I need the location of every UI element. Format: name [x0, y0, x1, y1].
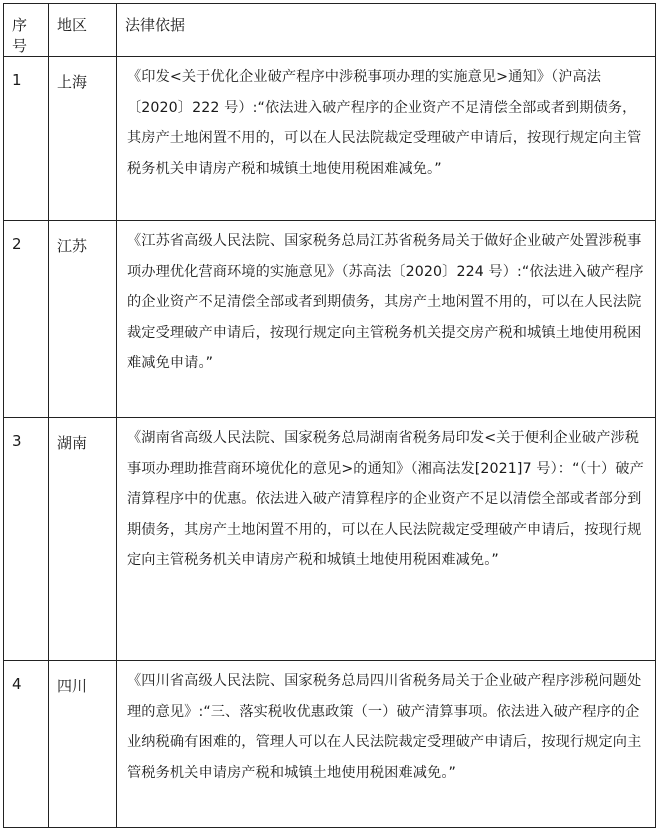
- legal-basis-table: [3, 3, 656, 828]
- row-region: 上海: [49, 57, 117, 221]
- row-region: 湖南: [49, 418, 117, 661]
- table-row: [4, 661, 656, 828]
- row-legal-basis: 《印发<关于优化企业破产程序中涉税事项办理的实施意见>通知》（沪高法〔2020〕222 号）:“依法进入破产程序的企业资产不足清偿全部或者到期债务，其房产土地闲置不用的，可以在人民法院裁定受理破产申请后，按现行规定向主管税务机关申请房产税和城镇土地使用税困难减免。”: [117, 57, 656, 221]
- header-serial-number: 序号: [4, 4, 49, 57]
- row-serial-number: 1: [4, 57, 49, 221]
- row-region: 四川: [49, 661, 117, 828]
- header-region: 地区: [49, 4, 117, 57]
- row-legal-basis: 《江苏省高级人民法院、国家税务总局江苏省税务局关于做好企业破产处置涉税事项办理优化营商环境的实施意见》（苏高法〔2020〕224 号）:“依法进入破产程序的企业资产不足清偿全部或者到期债务，其房产土地闲置不用的，可以在人民法院裁定受理破产申请后，按现行规定向主管税务机关提交房产税和城镇土地使用税困难减免申请。”: [117, 221, 656, 418]
- table-row: [4, 221, 656, 418]
- table-row: [4, 418, 656, 661]
- row-legal-basis: 《四川省高级人民法院、国家税务总局四川省税务局关于企业破产程序涉税问题处理的意见》:“三、落实税收优惠政策（一）破产清算事项。依法进入破产程序的企业纳税确有困难的，管理人可以在人民法院裁定受理破产申请后，按现行规定向主管税务机关申请房产税和城镇土地使用税困难减免。”: [117, 661, 656, 828]
- row-serial-number: 2: [4, 221, 49, 418]
- table-row: [4, 57, 656, 221]
- row-legal-basis: 《湖南省高级人民法院、国家税务总局湖南省税务局印发<关于便利企业破产涉税事项办理助推营商环境优化的意见>的通知》（湘高法发[2021]7 号）：“（十）破产清算程序中的优惠。依法进入破产清算程序的企业资产不足以清偿全部或者部分到期债务，其房产土地闲置不用的，可以在人民法院裁定受理破产申请后，按现行规定向主管税务机关申请房产税和城镇土地使用税困难减免。”: [117, 418, 656, 661]
- table-header-row: [4, 4, 656, 57]
- row-region: 江苏: [49, 221, 117, 418]
- header-legal-basis: 法律依据: [117, 4, 656, 57]
- row-serial-number: 4: [4, 661, 49, 828]
- row-serial-number: 3: [4, 418, 49, 661]
